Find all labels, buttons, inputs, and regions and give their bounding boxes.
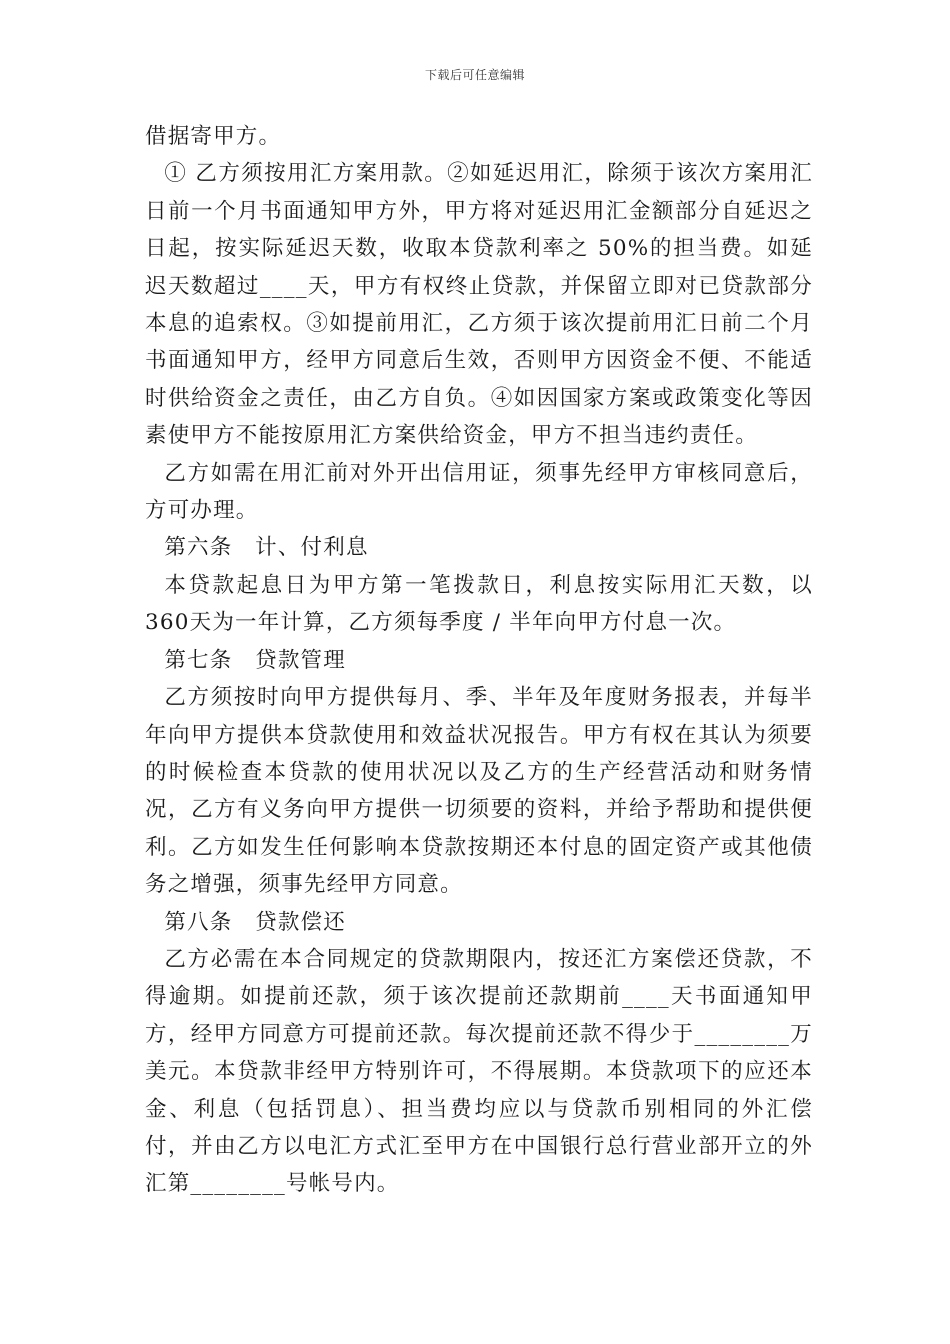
paragraph-interest: 本贷款起息日为甲方第一笔拨款日，利息按实际用汇天数，以 360天为一年计算，乙方须每季度 / 半年向甲方付息一次。: [145, 572, 813, 636]
paragraph-repayment: 乙方必需在本合同规定的贷款期限内，按还汇方案偿还贷款，不得逾期。如提前还款，须于该次提前还款期前____天书面通知甲方，经甲方同意方可提前还款。每次提前还款不得少于________万美元。本贷款非经甲方特别许可，不得展期。本贷款项下的应还本金、利息（包括罚息）、担当费均应以与贷款币别相同的外汇偿付，并由乙方以电汇方式汇至甲方在中国银行总行营业部开立的外汇第________号帐号内。: [145, 946, 813, 1197]
paragraph-usage-plan: ① 乙方须按用汇方案用款。②如延迟用汇，除须于该次方案用汇日前一个月书面通知甲方外，甲方将对延迟用汇金额部分自延迟之日起，按实际延迟天数，收取本贷款利率之 50%的担当费。如延迟天数超过____天，甲方有权终止贷款，并保留立即对已贷款部分本息的追索权。③如提前用汇，乙方须于该次提前用汇日前二个月书面通知甲方，经甲方同意后生效，否则甲方因资金不便、不能适时供给资金之责任，由乙方自负。④如因国家方案或政策变化等因素使甲方不能按原用汇方案供给资金，甲方不担当违约责任。: [145, 161, 813, 449]
paragraph-loan-management: 乙方须按时向甲方提供每月、季、半年及年度财务报表，并每半年向甲方提供本贷款使用和效益状况报告。甲方有权在其认为须要的时候检查本贷款的使用状况以及乙方的生产经营活动和财务情况，乙方有义务向甲方提供一切须要的资料，并给予帮助和提供便利。乙方如发生任何影响本贷款按期还本付息的固定资产或其他债务之增强，须事先经甲方同意。: [145, 685, 813, 898]
article-6-heading: 第六条 计、付利息: [164, 535, 369, 561]
document-body: [145, 118, 813, 1203]
paragraph-letter-of-credit: 乙方如需在用汇前对外开出信用证，须事先经甲方审核同意后，方可办理。: [145, 460, 813, 524]
paragraph-continuation: 借据寄甲方。: [145, 124, 282, 149]
page-header-note: 下载后可任意编辑: [424, 68, 525, 82]
article-8-heading: 第八条 贷款偿还: [164, 909, 346, 935]
article-7-heading: 第七条 贷款管理: [164, 647, 346, 673]
